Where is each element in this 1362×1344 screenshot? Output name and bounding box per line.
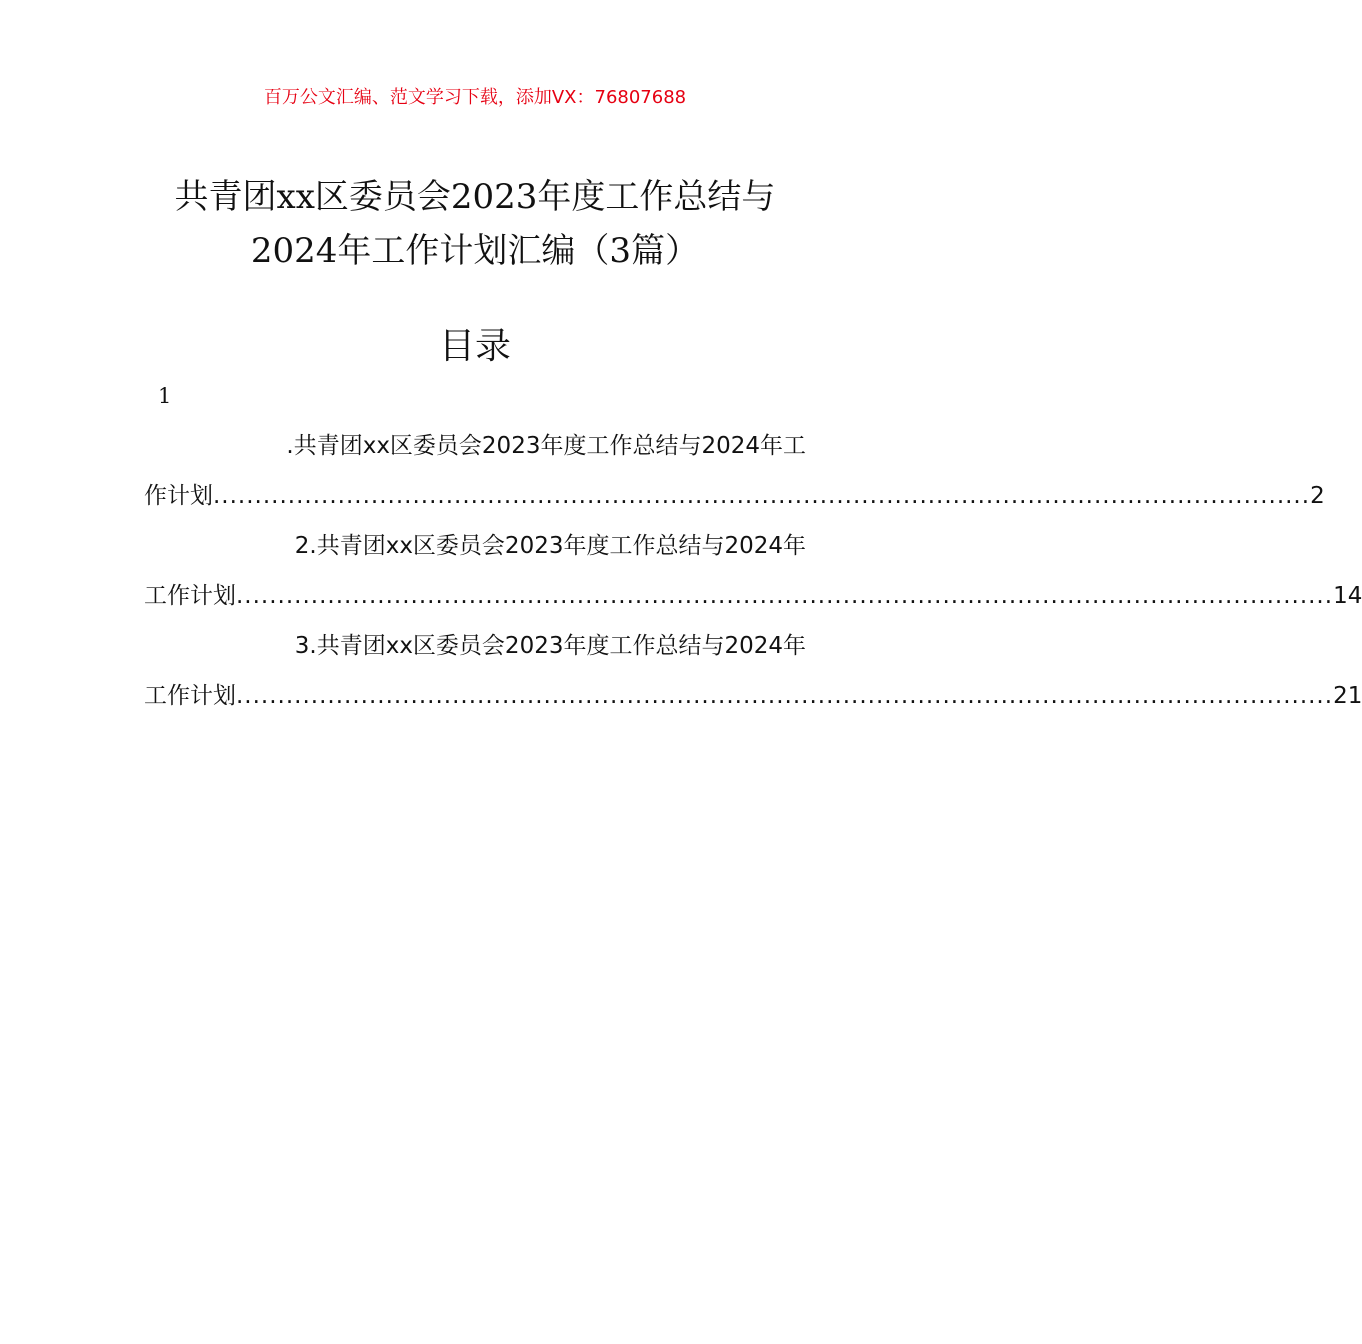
title-line-2: 2024年工作计划汇编（3篇）	[250, 231, 700, 271]
toc-entry-continuation	[144, 674, 1362, 724]
title-line-1: 共青团xx区委员会2023年度工作总结与	[174, 177, 776, 217]
header-banner: 百万公文汇编、范文学习下载，添加VX：76807688	[263, 87, 687, 108]
table-of-contents	[144, 424, 1362, 724]
toc-entry-title-tail: 工作计划	[144, 583, 236, 609]
toc-entry-3[interactable]	[144, 624, 1362, 724]
toc-entry-title-tail: 作计划	[144, 483, 213, 509]
document-title	[80, 170, 870, 278]
toc-heading: 目录	[438, 326, 511, 367]
toc-entry-continuation	[144, 574, 1362, 624]
stray-number: 1	[158, 384, 172, 408]
toc-entry-title: .共青团xx区委员会2023年度工作总结与2024年工	[286, 433, 806, 459]
dot-leader: ....................................................................................................................................	[236, 683, 1334, 709]
toc-entry-title-tail: 工作计划	[144, 683, 236, 709]
toc-entry-1[interactable]	[144, 424, 1325, 524]
toc-page-number: 2	[1310, 483, 1325, 509]
dot-leader: ....................................................................................................................................	[236, 583, 1334, 609]
dot-leader: ....................................................................................................................................	[213, 483, 1311, 509]
toc-entry-2[interactable]	[144, 524, 1362, 624]
toc-entry-title: 3.共青团xx区委员会2023年度工作总结与2024年	[294, 633, 806, 659]
toc-page-number: 14	[1333, 583, 1362, 609]
toc-entry-continuation	[144, 474, 1325, 524]
toc-page-number: 21	[1333, 683, 1362, 709]
toc-entry-title: 2.共青团xx区委员会2023年度工作总结与2024年	[294, 533, 806, 559]
